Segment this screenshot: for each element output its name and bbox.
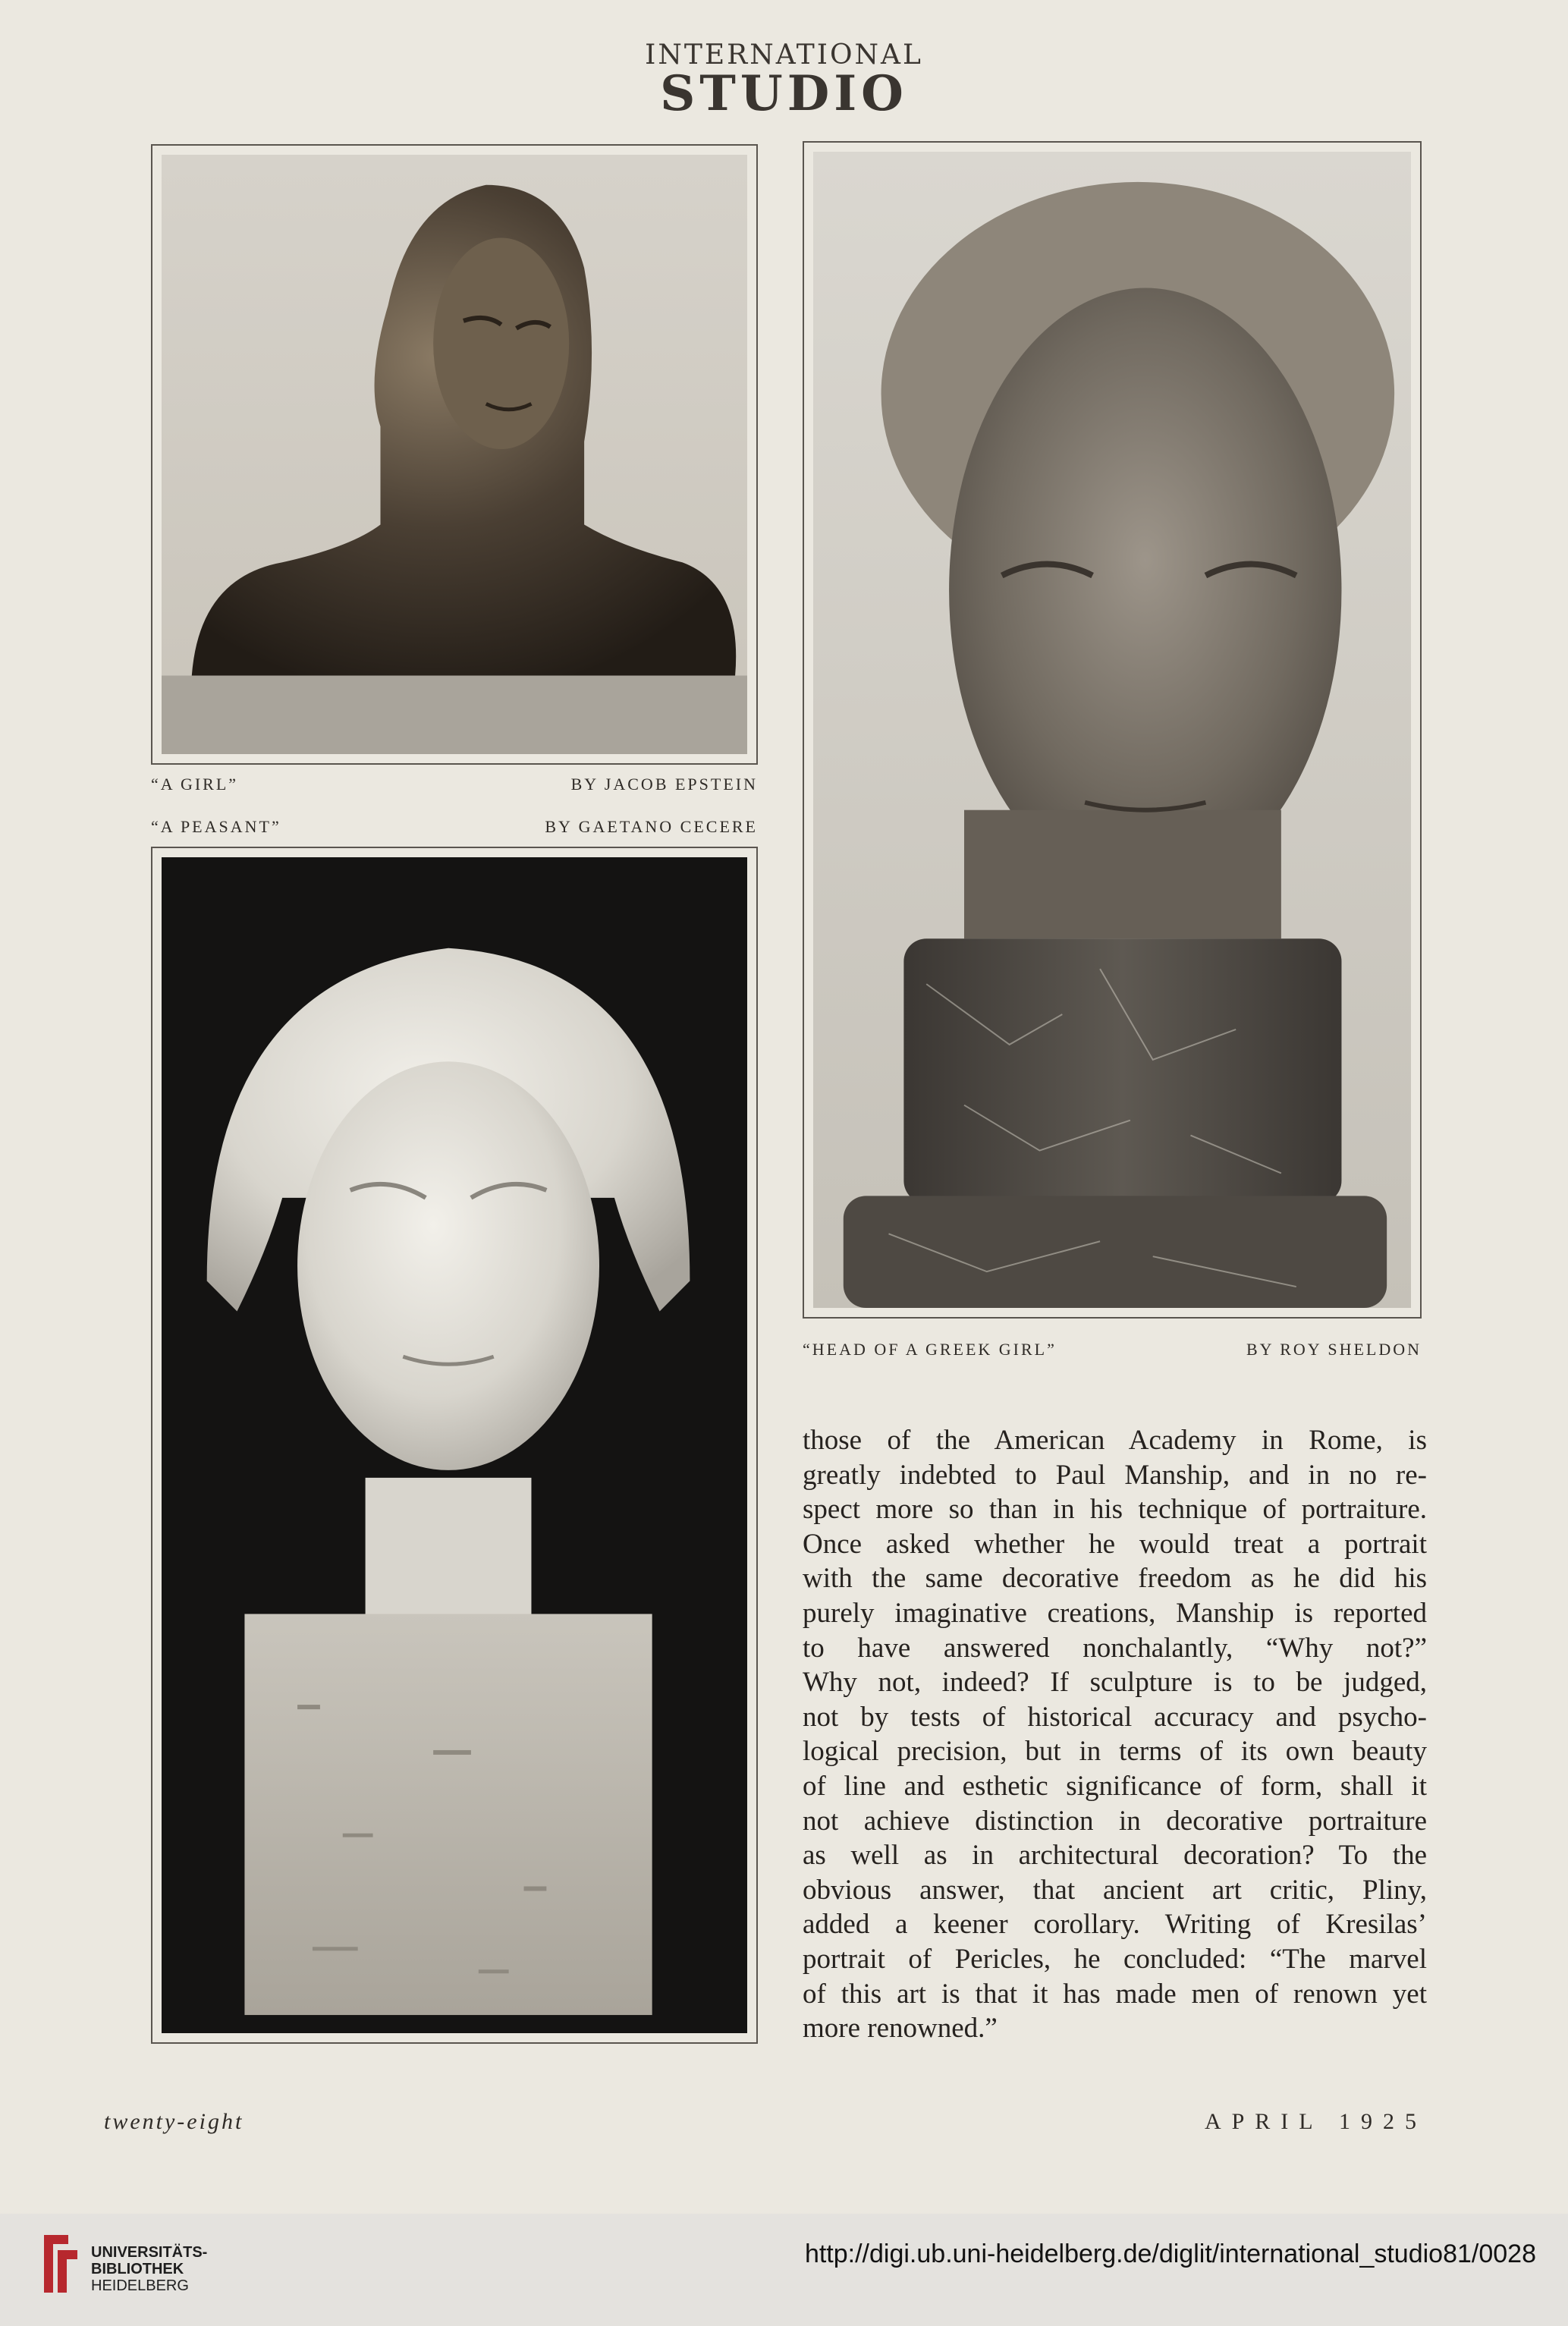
article-body (803, 1423, 1427, 2046)
body-line: Once asked whether he would treat a portrait (803, 1528, 1427, 1560)
digitization-footer (0, 2214, 1568, 2326)
photo-head-of-greek-girl (803, 141, 1422, 1319)
body-line: purely imaginative creations, Manship is reported (803, 1597, 1427, 1629)
photo-a-peasant (151, 847, 758, 2044)
source-url-link[interactable]: http://digi.ub.uni-heidelberg.de/diglit/international_studio81/0028 (804, 2240, 1536, 2268)
masthead-top: INTERNATIONAL (645, 39, 923, 71)
body-line: portrait of Pericles, he concluded: “The marvel (803, 1943, 1427, 1975)
stone-head-image (813, 152, 1411, 1308)
body-line: of line and esthetic significance of form, shall it (803, 1770, 1427, 1802)
body-line: added a keener corollary. Writing of Kresilas’ (803, 1909, 1427, 1941)
marble-head-image (162, 857, 747, 2033)
body-line: to have answered nonchalantly, “Why not?” (803, 1632, 1427, 1664)
caption-greek-girl-title: “HEAD OF A GREEK GIRL” (803, 1340, 1057, 1359)
page-number: twenty-eight (104, 2109, 244, 2134)
photo-a-girl (151, 144, 758, 765)
body-line: Why not, indeed? If sculpture is to be judged, (803, 1667, 1427, 1699)
masthead-title: STUDIO (660, 65, 908, 122)
caption-greek-girl-artist: BY ROY SHELDON (1246, 1340, 1422, 1359)
body-line: logical precision, but in terms of its own beauty (803, 1736, 1427, 1768)
body-line: more renowned.” (803, 2013, 998, 2045)
library-name (91, 2244, 207, 2294)
body-line: with the same decorative freedom as he did his (803, 1563, 1427, 1595)
library-name-line1: UNIVERSITÄTS- (91, 2244, 208, 2261)
caption-a-peasant-title: “A PEASANT” (151, 817, 281, 836)
library-logo-icon (38, 2229, 83, 2299)
body-line: as well as in architectural decoration? To the (803, 1840, 1427, 1872)
body-line: those of the American Academy in Rome, is (803, 1425, 1427, 1456)
body-line: spect more so than in his technique of portraiture. (803, 1494, 1427, 1526)
library-name-line2: BIBLIOTHEK (91, 2261, 184, 2277)
bronze-bust-image (162, 155, 747, 754)
issue-date: APRIL 1925 (1204, 2109, 1427, 2134)
body-line: not by tests of historical accuracy and psycho- (803, 1701, 1427, 1733)
caption-a-girl-title: “A GIRL” (151, 775, 239, 794)
caption-a-peasant-artist: BY GAETANO CECERE (545, 817, 758, 836)
body-line: of this art is that it has made men of renown yet (803, 1978, 1427, 2010)
library-name-line3: HEIDELBERG (91, 2277, 189, 2294)
body-line: greatly indebted to Paul Manship, and in no re- (803, 1459, 1427, 1491)
body-line: obvious answer, that ancient art critic, Pliny, (803, 1874, 1427, 1906)
body-line: not achieve distinction in decorative portraiture (803, 1805, 1427, 1837)
caption-a-girl-artist: BY JACOB EPSTEIN (570, 775, 758, 794)
